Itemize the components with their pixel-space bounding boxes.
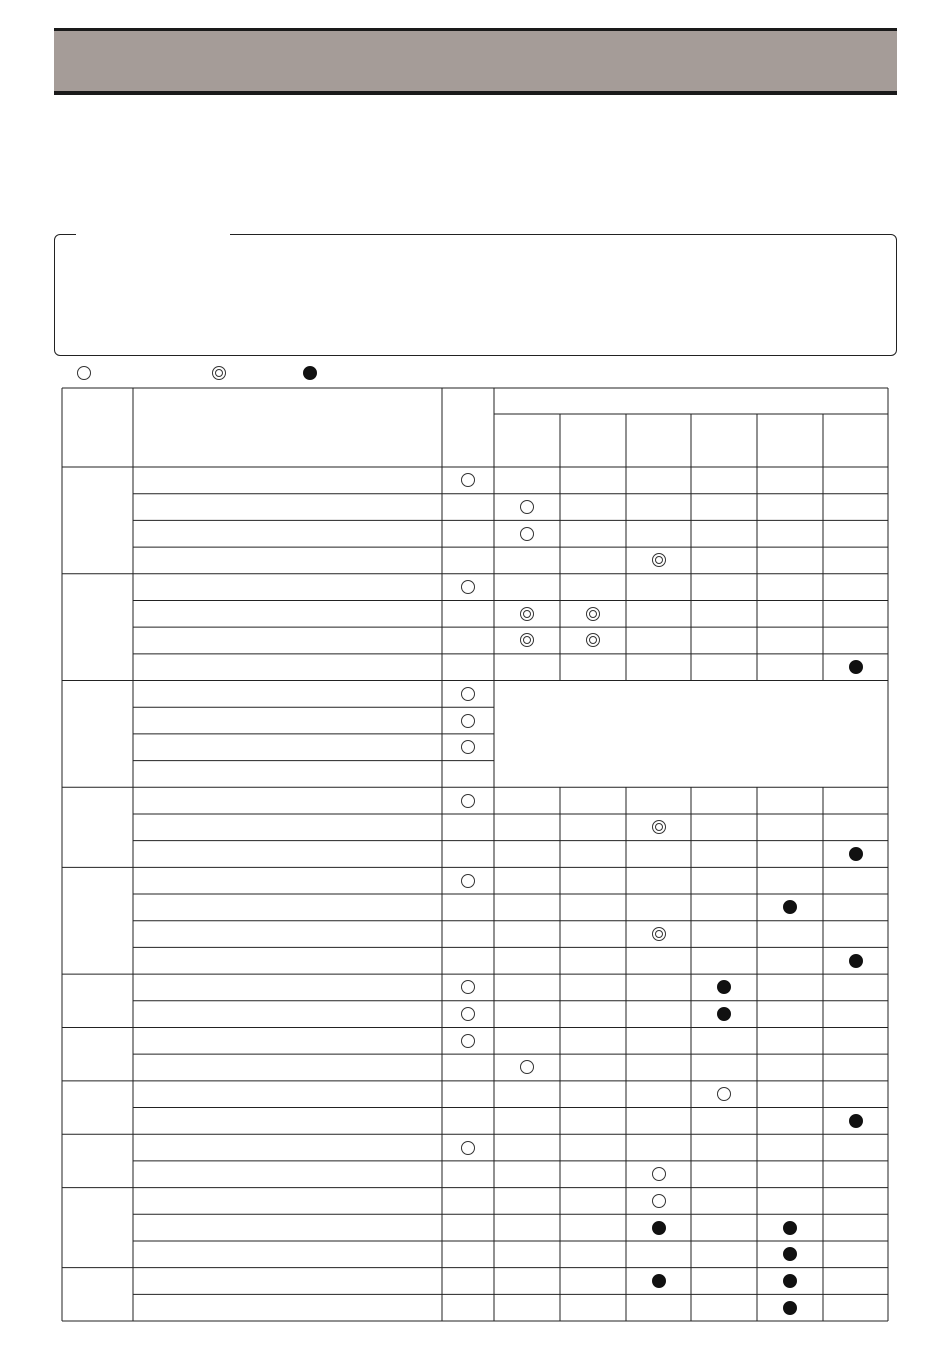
double-circle-icon (652, 820, 666, 834)
filled-circle-icon (849, 954, 863, 968)
double-circle-icon (652, 927, 666, 941)
open-circle-icon (461, 1007, 475, 1021)
filled-circle-icon (783, 1221, 797, 1235)
open-circle-icon (520, 527, 534, 541)
open-circle-icon (461, 714, 475, 728)
open-circle-icon (461, 1034, 475, 1048)
filled-circle-icon (783, 1274, 797, 1288)
filled-circle-icon (849, 1114, 863, 1128)
filled-circle-icon (849, 847, 863, 861)
open-circle-icon (461, 1141, 475, 1155)
open-circle-icon (461, 874, 475, 888)
open-circle-icon (461, 687, 475, 701)
filled-circle-icon (717, 1007, 731, 1021)
filled-circle-icon (652, 1221, 666, 1235)
open-circle-icon (652, 1167, 666, 1181)
filled-circle-icon (652, 1274, 666, 1288)
open-circle-icon (461, 580, 475, 594)
filled-circle-icon (783, 1301, 797, 1315)
open-circle-icon (520, 500, 534, 514)
open-circle-icon (461, 794, 475, 808)
double-circle-icon (520, 607, 534, 621)
double-circle-icon (586, 607, 600, 621)
open-circle-icon (652, 1194, 666, 1208)
filled-circle-icon (849, 660, 863, 674)
double-circle-icon (652, 553, 666, 567)
